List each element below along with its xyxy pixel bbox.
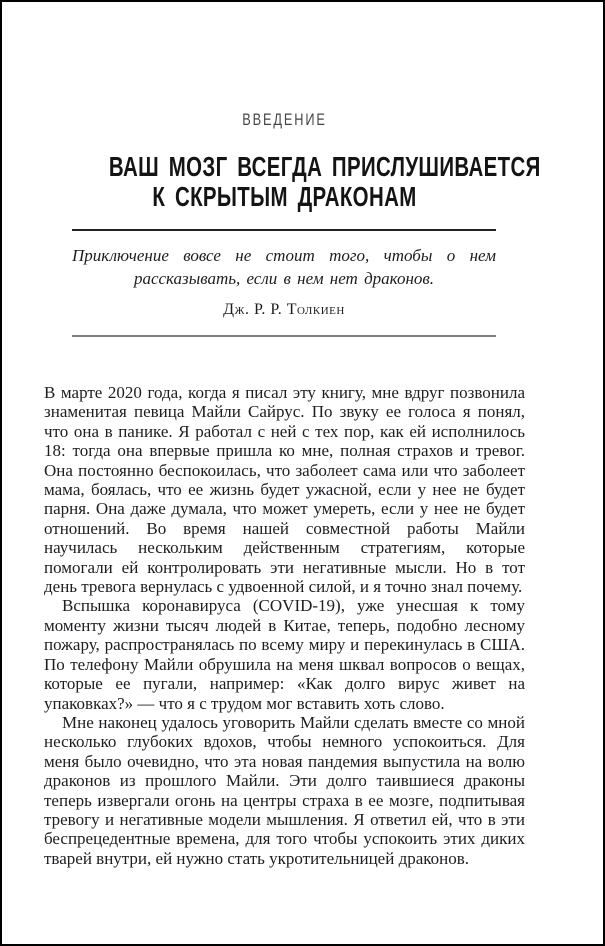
chapter-kicker: ВВЕДЕНИЕ	[242, 110, 327, 129]
epigraph-author: Дж. Р. Р. Толкиен	[223, 301, 345, 318]
epigraph-top-rule	[72, 229, 496, 231]
body-paragraph: Мне наконец удалось уговорить Майли сделать вместе со мной несколько глубоких вдохов, чтобы немного успокоиться. Для меня было очевидно, что эта новая пандемия выпустила на волю драконов из прошлого Майли. Эти долго таившиеся драконы теперь извергали огонь на центры страха в ее мозге, подпитывая тревогу и негативные модели мышления. Я ответил ей, что в эти беспрецедентные времена, для того чтобы успокоить этих диких тварей внутри, ей нужно стать укротительницей драконов.	[44, 712, 525, 868]
chapter-title	[108, 151, 541, 212]
body-paragraph: Вспышка коронавируса (COVID-19), уже унесшая к тому моменту жизни тысяч людей в Китае, теперь, подобно лесному пожару, распространялась по всему миру и перекинулась в США. По телефону Майли обрушила на меня шквал вопросов о вещах, которые ее пугали, например: «Как долго вирус живет на упаковках?» — что я с трудом мог вставить хоть слово.	[44, 596, 525, 713]
chapter-title-line-1: ВАШ МОЗГ ВСЕГДА ПРИСЛУШИВАЕТСЯ	[108, 151, 541, 182]
epigraph-quote: Приключение вовсе не стоит того, чтобы о нем рассказывать, если в нем нет драконов.	[72, 246, 496, 288]
page-content-column	[44, 2, 541, 868]
body-paragraph: В марте 2020 года, когда я писал эту книгу, мне вдруг позвонила знаменитая певица Майли Сайрус. По звуку ее голоса я понял, что она в панике. Я работал с ней с тех пор, как ей исполнилось 18: тогда она впервые пришла ко мне, полная страхов и тревог. Она постоянно беспокоилась, что заболеет сама или что заболеет мама, боялась, что ее жизнь будет ужасной, если у нее не будет парня. Она даже думала, что может умереть, если у нее не будет отношений. Во время нашей совместной работы Майли научилась нескольким действенным стратегиям, которые помогали ей контролировать эти негативные мысли. Но в тот день тревога вернулась с удвоенной силой, и я точно знал почему.	[44, 383, 525, 597]
body-text	[44, 383, 525, 868]
chapter-title-line-2: К СКРЫТЫМ ДРАКОНАМ	[152, 181, 417, 212]
epigraph-block	[72, 229, 496, 337]
epigraph-bottom-rule	[72, 335, 496, 337]
